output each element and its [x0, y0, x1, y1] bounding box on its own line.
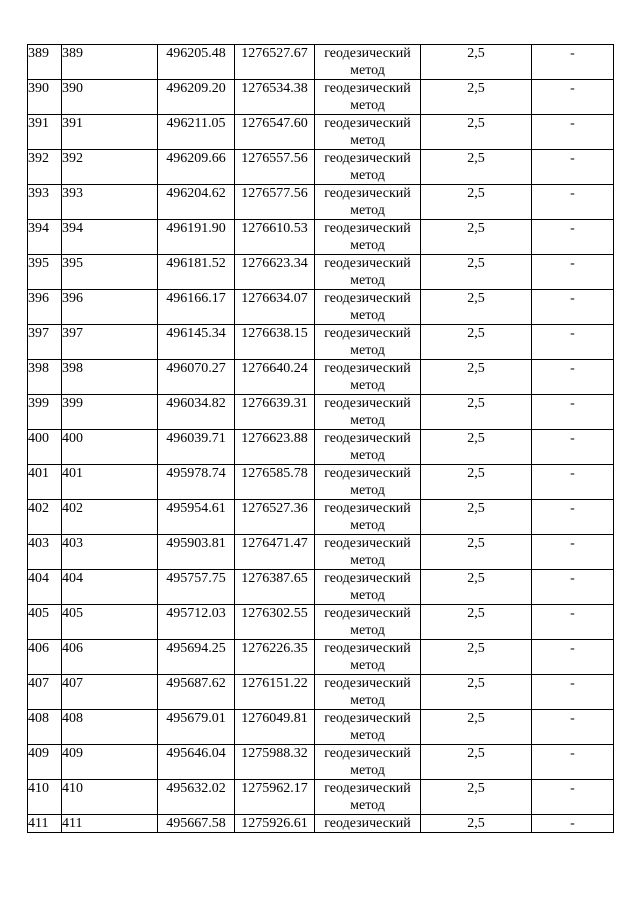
method-text: геодезический метод	[324, 571, 411, 603]
point-number-cell: 395	[28, 255, 62, 290]
point-number-cell: 403	[28, 535, 62, 570]
point-number-cell: 391	[28, 115, 62, 150]
point-number-cell-2: 404	[62, 570, 158, 605]
coordinate-x-cell: 495646.04	[158, 745, 235, 780]
table-row	[28, 395, 614, 430]
table-row	[28, 430, 614, 465]
precision-cell: 2,5	[421, 570, 532, 605]
method-text: геодезический метод	[324, 326, 411, 358]
table-row	[28, 255, 614, 290]
point-number-cell-2: 396	[62, 290, 158, 325]
point-number-cell-2: 392	[62, 150, 158, 185]
coordinate-y-cell: 1276640.24	[235, 360, 315, 395]
table-row	[28, 745, 614, 780]
coordinate-y-cell: 1276610.53	[235, 220, 315, 255]
method-text: геодезический метод	[324, 676, 411, 708]
point-number-cell: 410	[28, 780, 62, 815]
precision-cell: 2,5	[421, 605, 532, 640]
method-cell	[315, 430, 421, 465]
precision-cell: 2,5	[421, 115, 532, 150]
precision-cell: 2,5	[421, 185, 532, 220]
method-cell	[315, 675, 421, 710]
coordinate-x-cell: 495667.58	[158, 815, 235, 833]
method-cell	[315, 780, 421, 815]
coordinate-x-cell: 496166.17	[158, 290, 235, 325]
point-number-cell-2: 407	[62, 675, 158, 710]
point-number-cell-2: 393	[62, 185, 158, 220]
extra-cell: -	[532, 45, 614, 80]
extra-cell: -	[532, 80, 614, 115]
coordinate-y-cell: 1276151.22	[235, 675, 315, 710]
extra-cell: -	[532, 360, 614, 395]
extra-cell: -	[532, 115, 614, 150]
precision-cell: 2,5	[421, 465, 532, 500]
coordinate-x-cell: 496211.05	[158, 115, 235, 150]
method-cell	[315, 290, 421, 325]
coordinate-y-cell: 1275926.61	[235, 815, 315, 833]
table-row	[28, 325, 614, 360]
table-row	[28, 535, 614, 570]
extra-cell: -	[532, 605, 614, 640]
method-cell	[315, 395, 421, 430]
method-cell	[315, 465, 421, 500]
coordinate-x-cell: 495978.74	[158, 465, 235, 500]
point-number-cell-2: 411	[62, 815, 158, 833]
point-number-cell: 396	[28, 290, 62, 325]
method-cell	[315, 815, 421, 833]
point-number-cell-2: 401	[62, 465, 158, 500]
coordinate-x-cell: 495679.01	[158, 710, 235, 745]
method-text: геодезический метод	[324, 116, 411, 148]
point-number-cell-2: 402	[62, 500, 158, 535]
method-cell	[315, 325, 421, 360]
precision-cell: 2,5	[421, 325, 532, 360]
coordinate-x-cell: 495687.62	[158, 675, 235, 710]
table-row	[28, 360, 614, 395]
table-row	[28, 150, 614, 185]
method-text: геодезический метод	[324, 396, 411, 428]
extra-cell: -	[532, 150, 614, 185]
coordinate-x-cell: 495694.25	[158, 640, 235, 675]
table-row	[28, 290, 614, 325]
point-number-cell: 393	[28, 185, 62, 220]
coordinate-x-cell: 495632.02	[158, 780, 235, 815]
coordinate-x-cell: 495712.03	[158, 605, 235, 640]
table-row	[28, 220, 614, 255]
extra-cell: -	[532, 465, 614, 500]
method-text: геодезический метод	[324, 81, 411, 113]
table-row	[28, 80, 614, 115]
point-number-cell-2: 399	[62, 395, 158, 430]
coordinate-y-cell: 1276534.38	[235, 80, 315, 115]
extra-cell: -	[532, 780, 614, 815]
coordinate-x-cell: 496181.52	[158, 255, 235, 290]
precision-cell: 2,5	[421, 395, 532, 430]
point-number-cell: 409	[28, 745, 62, 780]
point-number-cell: 407	[28, 675, 62, 710]
point-number-cell-2: 398	[62, 360, 158, 395]
precision-cell: 2,5	[421, 710, 532, 745]
precision-cell: 2,5	[421, 675, 532, 710]
point-number-cell-2: 389	[62, 45, 158, 80]
method-text: геодезический	[324, 816, 411, 831]
coordinate-x-cell: 496039.71	[158, 430, 235, 465]
coordinate-y-cell: 1276585.78	[235, 465, 315, 500]
table-row	[28, 465, 614, 500]
method-text: геодезический метод	[324, 641, 411, 673]
coordinate-y-cell: 1276623.34	[235, 255, 315, 290]
table-row	[28, 640, 614, 675]
coordinate-y-cell: 1276577.56	[235, 185, 315, 220]
extra-cell: -	[532, 255, 614, 290]
point-number-cell: 392	[28, 150, 62, 185]
extra-cell: -	[532, 815, 614, 833]
coordinate-y-cell: 1276557.56	[235, 150, 315, 185]
coordinate-x-cell: 496209.66	[158, 150, 235, 185]
precision-cell: 2,5	[421, 500, 532, 535]
extra-cell: -	[532, 325, 614, 360]
point-number-cell: 405	[28, 605, 62, 640]
extra-cell: -	[532, 745, 614, 780]
coordinate-x-cell: 496034.82	[158, 395, 235, 430]
point-number-cell: 402	[28, 500, 62, 535]
point-number-cell-2: 408	[62, 710, 158, 745]
point-number-cell-2: 405	[62, 605, 158, 640]
method-text: геодезический метод	[324, 256, 411, 288]
method-text: геодезический метод	[324, 186, 411, 218]
method-cell	[315, 500, 421, 535]
method-text: геодезический метод	[324, 221, 411, 253]
precision-cell: 2,5	[421, 815, 532, 833]
precision-cell: 2,5	[421, 780, 532, 815]
point-number-cell: 394	[28, 220, 62, 255]
coordinate-y-cell: 1276387.65	[235, 570, 315, 605]
method-cell	[315, 710, 421, 745]
method-cell	[315, 640, 421, 675]
precision-cell: 2,5	[421, 640, 532, 675]
precision-cell: 2,5	[421, 535, 532, 570]
table-row	[28, 815, 614, 833]
precision-cell: 2,5	[421, 745, 532, 780]
coordinate-y-cell: 1276226.35	[235, 640, 315, 675]
coordinate-y-cell: 1276634.07	[235, 290, 315, 325]
extra-cell: -	[532, 710, 614, 745]
extra-cell: -	[532, 675, 614, 710]
precision-cell: 2,5	[421, 255, 532, 290]
point-number-cell-2: 397	[62, 325, 158, 360]
point-number-cell-2: 403	[62, 535, 158, 570]
point-number-cell: 398	[28, 360, 62, 395]
method-text: геодезический метод	[324, 781, 411, 813]
method-text: геодезический метод	[324, 431, 411, 463]
point-number-cell: 397	[28, 325, 62, 360]
coordinate-y-cell: 1276302.55	[235, 605, 315, 640]
method-text: геодезический метод	[324, 606, 411, 638]
table-row	[28, 605, 614, 640]
coordinate-x-cell: 496191.90	[158, 220, 235, 255]
method-cell	[315, 220, 421, 255]
method-cell	[315, 745, 421, 780]
coordinate-x-cell: 495954.61	[158, 500, 235, 535]
precision-cell: 2,5	[421, 290, 532, 325]
method-cell	[315, 255, 421, 290]
point-number-cell-2: 390	[62, 80, 158, 115]
precision-cell: 2,5	[421, 220, 532, 255]
point-number-cell: 411	[28, 815, 62, 833]
extra-cell: -	[532, 500, 614, 535]
coordinate-x-cell: 496070.27	[158, 360, 235, 395]
point-number-cell: 408	[28, 710, 62, 745]
coordinate-y-cell: 1276471.47	[235, 535, 315, 570]
extra-cell: -	[532, 535, 614, 570]
method-cell	[315, 360, 421, 395]
table-row	[28, 570, 614, 605]
method-text: геодезический метод	[324, 501, 411, 533]
method-text: геодезический метод	[324, 466, 411, 498]
coordinate-y-cell: 1276527.36	[235, 500, 315, 535]
point-number-cell-2: 395	[62, 255, 158, 290]
method-cell	[315, 570, 421, 605]
point-number-cell: 401	[28, 465, 62, 500]
table-row	[28, 45, 614, 80]
extra-cell: -	[532, 430, 614, 465]
extra-cell: -	[532, 640, 614, 675]
point-number-cell-2: 409	[62, 745, 158, 780]
point-number-cell-2: 394	[62, 220, 158, 255]
coordinate-y-cell: 1276638.15	[235, 325, 315, 360]
precision-cell: 2,5	[421, 150, 532, 185]
method-text: геодезический метод	[324, 361, 411, 393]
table-row	[28, 185, 614, 220]
table-row	[28, 675, 614, 710]
table-row	[28, 780, 614, 815]
extra-cell: -	[532, 185, 614, 220]
method-cell	[315, 80, 421, 115]
point-number-cell: 400	[28, 430, 62, 465]
method-cell	[315, 605, 421, 640]
extra-cell: -	[532, 290, 614, 325]
precision-cell: 2,5	[421, 80, 532, 115]
table-body	[28, 45, 614, 833]
point-number-cell-2: 391	[62, 115, 158, 150]
point-number-cell: 390	[28, 80, 62, 115]
coordinate-x-cell: 495757.75	[158, 570, 235, 605]
coordinate-y-cell: 1276547.60	[235, 115, 315, 150]
method-cell	[315, 115, 421, 150]
point-number-cell: 399	[28, 395, 62, 430]
point-number-cell: 406	[28, 640, 62, 675]
precision-cell: 2,5	[421, 360, 532, 395]
coordinate-x-cell: 496145.34	[158, 325, 235, 360]
method-text: геодезический метод	[324, 151, 411, 183]
point-number-cell-2: 406	[62, 640, 158, 675]
coordinate-x-cell: 496205.48	[158, 45, 235, 80]
method-cell	[315, 45, 421, 80]
point-number-cell-2: 400	[62, 430, 158, 465]
coordinate-x-cell: 496204.62	[158, 185, 235, 220]
coordinate-y-cell: 1276623.88	[235, 430, 315, 465]
method-cell	[315, 185, 421, 220]
method-cell	[315, 535, 421, 570]
method-text: геодезический метод	[324, 711, 411, 743]
method-text: геодезический метод	[324, 291, 411, 323]
precision-cell: 2,5	[421, 45, 532, 80]
method-text: геодезический метод	[324, 746, 411, 778]
coordinate-y-cell: 1276049.81	[235, 710, 315, 745]
table-row	[28, 115, 614, 150]
coordinate-y-cell: 1275962.17	[235, 780, 315, 815]
coordinate-x-cell: 496209.20	[158, 80, 235, 115]
method-cell	[315, 150, 421, 185]
coordinate-y-cell: 1276639.31	[235, 395, 315, 430]
coordinate-y-cell: 1275988.32	[235, 745, 315, 780]
point-number-cell: 404	[28, 570, 62, 605]
method-text: геодезический метод	[324, 46, 411, 78]
method-text: геодезический метод	[324, 536, 411, 568]
extra-cell: -	[532, 395, 614, 430]
coordinate-x-cell: 495903.81	[158, 535, 235, 570]
point-number-cell: 389	[28, 45, 62, 80]
table-row	[28, 500, 614, 535]
extra-cell: -	[532, 570, 614, 605]
extra-cell: -	[532, 220, 614, 255]
precision-cell: 2,5	[421, 430, 532, 465]
point-number-cell-2: 410	[62, 780, 158, 815]
table-row	[28, 710, 614, 745]
coordinates-table	[27, 44, 614, 833]
coordinate-y-cell: 1276527.67	[235, 45, 315, 80]
